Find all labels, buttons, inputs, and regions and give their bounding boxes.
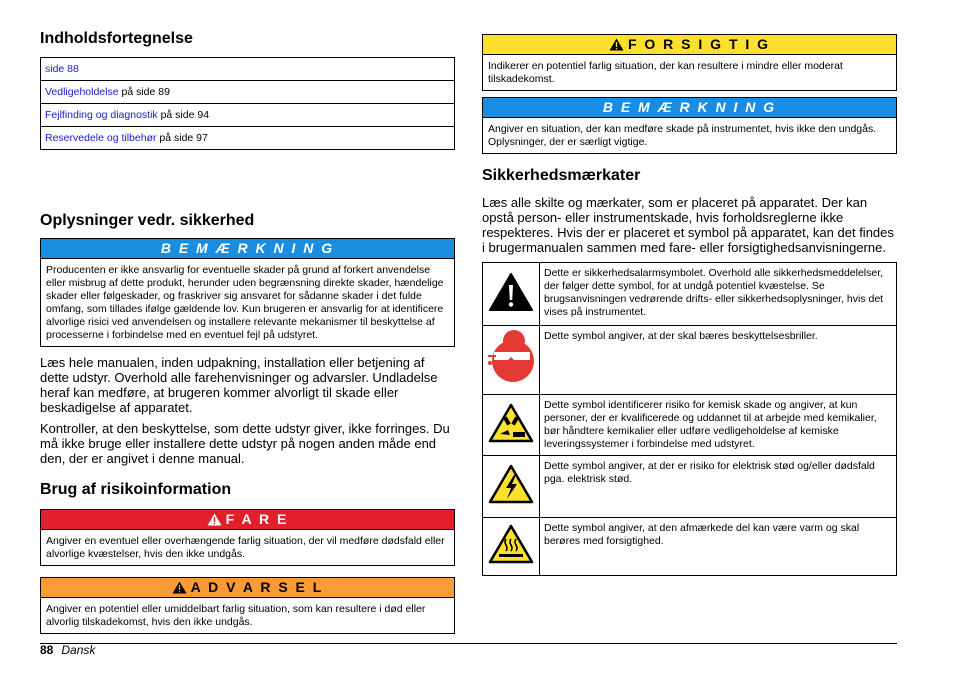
danger-header <box>41 510 454 530</box>
caution-header <box>483 35 896 55</box>
symbol-description: Dette symbol angiver, at der skal bæres beskyttelsesbriller. <box>540 326 897 395</box>
toc-row <box>41 127 455 150</box>
symbol-cell <box>483 395 540 456</box>
caution-text: Indikerer en potentiel farlig situation, der kan resultere i mindre eller moderat tilskadekomst. <box>488 60 843 85</box>
symbol-row <box>483 395 897 456</box>
toc-link[interactable]: Fejlfinding og diagnostik <box>45 109 158 121</box>
toc-page-ref: på side 94 <box>157 109 210 121</box>
symbol-cell <box>483 326 540 395</box>
notice-text: Producenten er ikke ansvarlig for eventuelle skader på grund af forkert anvendelse eller misbrug af dette produkt, herunder uden begrænsning direkte skader, hændelige skader eller følgeskader, og fraskriver sig ansvaret for sådanne skader i det fulde omfang, som tillades ifølge gældende lov. Kun brugeren er ansvarlig for at identificere alvorlige risici ved anvendelsen og installere relevante mekanismer til beskyttelse af processerne i forbindelse med en eventuel fejl på udstyret. <box>46 264 444 341</box>
toc-link[interactable]: Reservedele og tilbehør <box>45 132 157 144</box>
danger-box <box>40 509 455 566</box>
caution-label: F O R S I G T I G <box>627 36 771 52</box>
symbol-description: Dette er sikkerhedsalarmsymbolet. Overhold alle sikkerhedsmeddelelser, der følger dette symbol, for at undgå potentiel kvæstelse. Se brugsanvisningen vedrørende drifts- eller sikkerhedsoplysninger, hvis det vises på instrumentet. <box>540 263 897 326</box>
electrical-hazard-icon <box>488 464 534 504</box>
toc-title: Indholdsfortegnelse <box>40 30 193 47</box>
toc-link[interactable]: side 88 <box>45 63 79 75</box>
left-column <box>40 30 455 634</box>
notice-label: B E M Æ R K N I N G <box>483 98 896 118</box>
hot-surface-icon <box>488 524 534 564</box>
toc-page-ref: på side 97 <box>156 132 208 144</box>
safety-heading: Oplysninger vedr. sikkerhed <box>40 212 255 229</box>
right-column <box>482 34 897 576</box>
warning-triangle-icon <box>172 581 187 594</box>
warning-triangle-icon <box>207 513 222 526</box>
toc-page-ref: på side 89 <box>118 86 170 98</box>
toc-row <box>41 104 455 127</box>
body-paragraph: Kontroller, at den beskyttelse, som dette udstyr giver, ikke forringes. Du må ikke bruge eller installere dette udstyr på nogen anden måde end den, der er angivet i denne manual. <box>40 421 450 466</box>
symbol-description: Dette symbol angiver, at den afmærkede del kan være varm og skal berøres med forsigtighed. <box>540 518 897 576</box>
safety-glasses-icon <box>486 330 536 386</box>
symbol-row <box>483 456 897 518</box>
toc-row <box>41 81 455 104</box>
symbol-row <box>483 263 897 326</box>
alert-triangle-icon <box>488 272 534 312</box>
symbol-cell <box>483 456 540 518</box>
toc-table <box>40 57 455 150</box>
danger-text: Angiver en eventuel eller overhængende farlig situation, der vil medføre dødsfald eller alvorlige kvæstelser, hvis den ikke undgås. <box>46 535 445 560</box>
warning-triangle-icon <box>609 38 624 51</box>
page-number: 88 <box>40 643 54 657</box>
symbol-row <box>483 518 897 576</box>
notice-text: Angiver en situation, der kan medføre skade på instrumentet, hvis ikke den undgås. Oplysninger, der er særligt vigtige. <box>488 123 877 148</box>
symbol-cell <box>483 518 540 576</box>
symbol-cell <box>483 263 540 326</box>
warning-box <box>40 577 455 634</box>
notice-box <box>40 238 455 347</box>
footer <box>40 643 95 657</box>
footer-divider <box>40 643 897 644</box>
body-paragraph: Læs hele manualen, inden udpakning, installation eller betjening af dette udstyr. Overhold alle farehenvisninger og advarsler. Undladelse heraf kan medføre, at brugeren kommer alvorligt til skade eller beskadigelse af apparatet. <box>40 355 438 415</box>
toc-link[interactable]: Vedligeholdelse <box>45 86 119 98</box>
risk-heading: Brug af risikoinformation <box>40 481 232 498</box>
labels-heading: Sikkerhedsmærkater <box>482 167 641 184</box>
notice-label: B E M Æ R K N I N G <box>41 239 454 259</box>
warning-label: A D V A R S E L <box>190 579 324 595</box>
danger-label: F A R E <box>225 511 289 527</box>
body-paragraph: Læs alle skilte og mærkater, som er placeret på apparatet. Der kan opstå person- eller instrumentskade, hvis forholdsreglerne ikke respekteres. Hvis der er placeret et symbol på apparatet, kan det findes i brugermanualen sammen med fare- eller forsigtighedsanvisningerne. <box>482 195 894 255</box>
footer-language: Dansk <box>61 643 96 657</box>
symbol-table <box>482 262 897 576</box>
warning-header <box>41 578 454 598</box>
caution-box <box>482 34 897 91</box>
warning-text: Angiver en potentiel eller umiddelbart farlig situation, som kan resultere i død eller alvorlig tilskadekomst, hvis den ikke undgås. <box>46 603 426 628</box>
chemical-hazard-icon <box>488 403 534 443</box>
symbol-description: Dette symbol angiver, at der er risiko for elektrisk stød og/eller dødsfald pga. elektrisk stød. <box>540 456 897 518</box>
symbol-description: Dette symbol identificerer risiko for kemisk skade og angiver, at kun personer, der er kvalificerede og uddannet til at arbejde med kemikalier, bør håndtere kemikalier eller udføre vedligeholdelse af kemiske leveringssystemer i forbindelse med udstyret. <box>540 395 897 456</box>
toc-row <box>41 58 455 81</box>
symbol-row <box>483 326 897 395</box>
notice-box <box>482 97 897 154</box>
